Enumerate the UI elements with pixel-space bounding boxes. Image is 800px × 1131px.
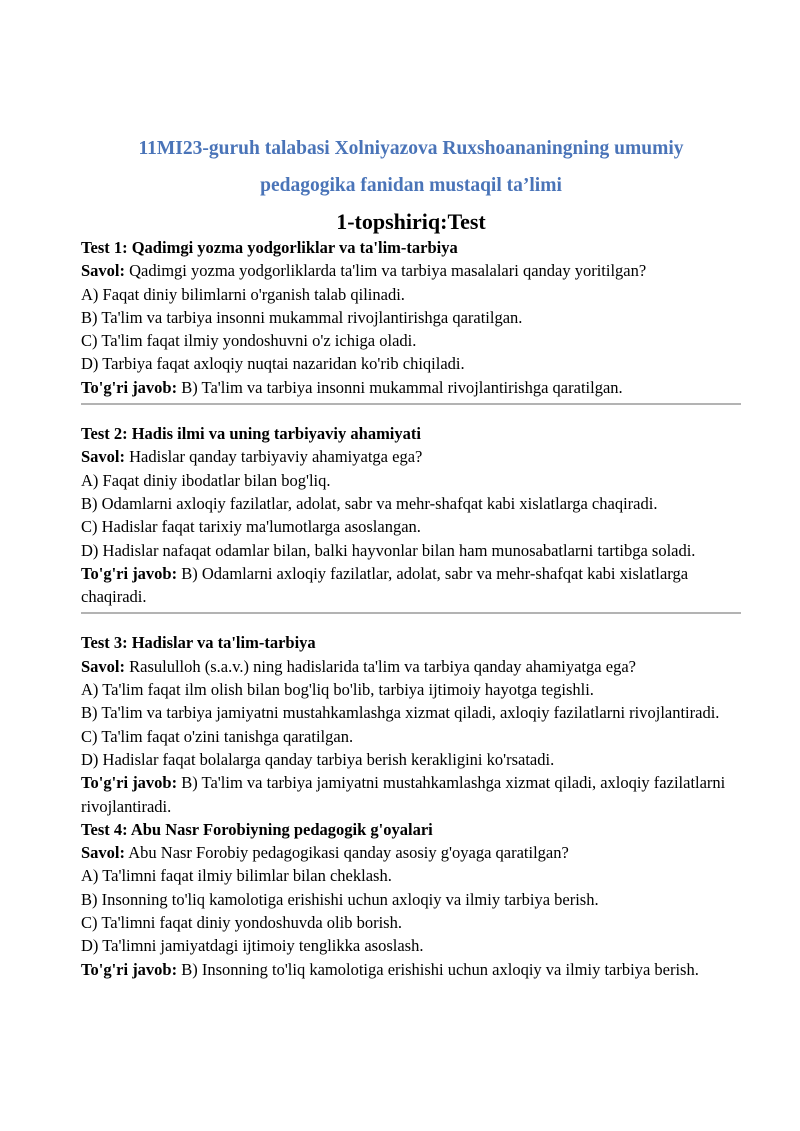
option-a: A) Faqat diniy bilimlarni o'rganish talab qilinadi. bbox=[81, 284, 405, 304]
correct-answer bbox=[81, 562, 741, 609]
option-d: D) Hadislar nafaqat odamlar bilan, balki hayvonlar bilan ham munosabatlarni tartibga soladi. bbox=[81, 540, 696, 560]
test-heading: Test 1: Qadimgi yozma yodgorliklar va ta'lim-tarbiya bbox=[81, 238, 458, 257]
correct-answer bbox=[81, 771, 741, 818]
option-d: D) Tarbiya faqat axloqiy nuqtai nazaridan ko'rib chiqiladi. bbox=[81, 354, 465, 374]
option-b: B) Insonning to'liq kamolotiga erishishi uchun axloqiy va ilmiy tarbiya berish. bbox=[81, 889, 599, 909]
option-a: A) Faqat diniy ibodatlar bilan bog'liq. bbox=[81, 470, 331, 490]
correct-answer bbox=[81, 376, 741, 399]
divider bbox=[81, 403, 741, 405]
option-c: C) Ta'lim faqat o'zini tanishga qaratilgan. bbox=[81, 726, 354, 746]
question-text: Rasululloh (s.a.v.) ning hadislarida ta'lim va tarbiya qanday ahamiyatga ega? bbox=[129, 656, 636, 676]
test-block-4 bbox=[81, 818, 741, 981]
option-d: D) Ta'limni jamiyatdagi ijtimoiy tenglikka asoslash. bbox=[81, 936, 424, 956]
test-question bbox=[81, 445, 741, 468]
option-b: B) Odamlarni axloqiy fazilatlar, adolat, sabr va mehr-shafqat kabi xislatlarga chaqiradi. bbox=[81, 493, 658, 513]
test-block-3 bbox=[81, 631, 741, 817]
answer-label: To'g'ri javob: bbox=[81, 563, 178, 583]
answer-text: B) Insonning to'liq kamolotiga erishishi uchun axloqiy va ilmiy tarbiya berish. bbox=[181, 959, 699, 979]
test-block-2 bbox=[81, 422, 741, 608]
answer-text: B) Ta'lim va tarbiya jamiyatni mustahkamlashga xizmat qiladi, axloqiy fazilatlarni rivojlantiradi. bbox=[81, 773, 726, 816]
question-label: Savol: bbox=[81, 656, 126, 676]
test-question bbox=[81, 259, 741, 282]
test-question bbox=[81, 841, 741, 864]
question-text: Abu Nasr Forobiy pedagogikasi qanday asosiy g'oyaga qaratilgan? bbox=[128, 843, 569, 863]
answer-label: To'g'ri javob: bbox=[81, 773, 178, 793]
option-c: C) Ta'limni faqat diniy yondoshuvda olib borish. bbox=[81, 913, 402, 933]
question-label: Savol: bbox=[81, 447, 126, 467]
answer-text: B) Odamlarni axloqiy fazilatlar, adolat, sabr va mehr-shafqat kabi xislatlarga chaqiradi. bbox=[81, 563, 689, 607]
test-block-1 bbox=[81, 236, 741, 399]
option-b: B) Ta'lim va tarbiya insonni mukammal rivojlantirishga qaratilgan. bbox=[81, 307, 523, 327]
document-title-line-2: pedagogika fanidan mustaqil ta’limi bbox=[260, 175, 562, 196]
document-page bbox=[81, 130, 741, 981]
section-title: 1-topshiriq:Test bbox=[336, 209, 486, 234]
option-a: A) Ta'lim faqat ilm olish bilan bog'liq bo'lib, tarbiya ijtimoiy hayotga tegishli. bbox=[81, 680, 594, 700]
correct-answer bbox=[81, 958, 741, 981]
question-text: Qadimgi yozma yodgorliklarda ta'lim va tarbiya masalalari qanday yoritilgan? bbox=[129, 261, 647, 281]
option-a: A) Ta'limni faqat ilmiy bilimlar bilan cheklash. bbox=[81, 866, 392, 886]
question-label: Savol: bbox=[81, 261, 126, 281]
answer-text: B) Ta'lim va tarbiya insonni mukammal rivojlantirishga qaratilgan. bbox=[181, 377, 623, 397]
question-label: Savol: bbox=[81, 843, 126, 863]
divider bbox=[81, 612, 741, 614]
option-c: C) Ta'lim faqat ilmiy yondoshuvni o'z ichiga oladi. bbox=[81, 331, 417, 351]
answer-label: To'g'ri javob: bbox=[81, 377, 178, 397]
option-b: B) Ta'lim va tarbiya jamiyatni mustahkamlashga xizmat qiladi, axloqiy fazilatlarni rivojlantiradi. bbox=[81, 703, 720, 723]
test-heading: Test 3: Hadislar va ta'lim-tarbiya bbox=[81, 633, 316, 653]
option-c: C) Hadislar faqat tarixiy ma'lumotlarga asoslangan. bbox=[81, 517, 421, 537]
test-question bbox=[81, 655, 741, 678]
test-heading: Test 2: Hadis ilmi va uning tarbiyaviy ahamiyati bbox=[81, 424, 421, 444]
document-title-line-1: 11MI23-guruh talabasi Xolniyazova Ruxshoananingning umumiy bbox=[138, 138, 684, 159]
question-text: Hadislar qanday tarbiyaviy ahamiyatga ega? bbox=[129, 447, 423, 467]
test-heading: Test 4: Abu Nasr Forobiyning pedagogik g'oyalari bbox=[81, 819, 433, 839]
answer-label: To'g'ri javob: bbox=[81, 959, 178, 979]
option-d: D) Hadislar faqat bolalarga qanday tarbiya berish kerakligini ko'rsatadi. bbox=[81, 749, 555, 769]
